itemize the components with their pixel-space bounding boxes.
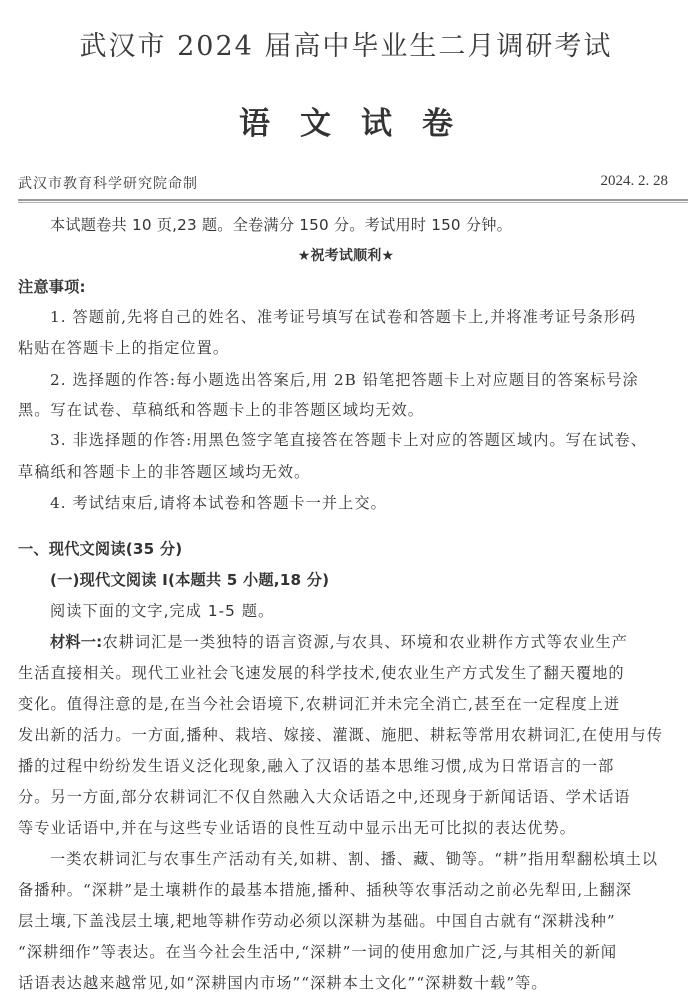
paragraph-line: 生活直接相关。现代工业社会飞速发展的科学技术,使农业生产方式发生了翻天覆地的 bbox=[18, 664, 625, 682]
instruction: 阅读下面的文字,完成 1-5 题。 bbox=[50, 602, 275, 620]
paragraph-line: 材料一:农耕词汇是一类独特的语言资源,与农具、环境和农业耕作方式等农业生产 bbox=[50, 633, 628, 651]
subject-title: 语文试卷 bbox=[239, 106, 483, 142]
header-divider bbox=[18, 199, 688, 203]
paragraph-line: 话语表达越来越常见,如“深耕国内市场”“深耕本土文化”“深耕数十载”等。 bbox=[18, 974, 548, 992]
notice-line: 粘贴在答题卡上的指定位置。 bbox=[18, 339, 230, 357]
exam-date: 2024. 2. 28 bbox=[600, 173, 668, 189]
paragraph-line: 分。另一方面,部分农耕词汇不仅自然融入大众话语之中,还现身于新闻话语、学术话语 bbox=[18, 788, 631, 806]
paragraph-line: 备播种。“深耕”是土壤耕作的最基本措施,播种、插秧等农事活动之前必先犁田,上翻深 bbox=[18, 881, 632, 899]
paragraph-line: 层土壤,下盖浅层土壤,耙地等耕作劳动必须以深耕为基础。中国自古就有“深耕浅种” bbox=[18, 912, 616, 930]
exam-title: 武汉市 2024 届高中毕业生二月调研考试 bbox=[79, 31, 613, 62]
notice-line: 3. 非选择题的作答:用黑色签字笔直接答在答题卡上对应的答题区域内。写在试卷、 bbox=[50, 431, 647, 449]
paragraph-line: “深耕细作”等表达。在当今社会生活中,“深耕”一词的使用愈加广泛,与其相关的新闻 bbox=[18, 943, 618, 961]
notice-line: 草稿纸和答题卡上的非答题区域均无效。 bbox=[18, 463, 311, 481]
notice-line: 1. 答题前,先将自己的姓名、准考证号填写在试卷和答题卡上,并将准考证号条形码 bbox=[50, 308, 637, 326]
notice-line: 黑。写在试卷、草稿纸和答题卡上的非答题区域均无效。 bbox=[18, 401, 424, 419]
exam-info: 本试题卷共 10 页,23 题。全卷满分 150 分。考试用时 150 分钟。 bbox=[50, 216, 512, 234]
paragraph-line: 一类农耕词汇与农事生产活动有关,如耕、割、播、藏、锄等。“耕”指用犁翻松填土以 bbox=[50, 850, 659, 868]
notice-heading: 注意事项: bbox=[18, 278, 86, 296]
notice-line: 4. 考试结束后,请将本试卷和答题卡一并上交。 bbox=[50, 494, 387, 512]
notice-line: 2. 选择题的作答:每小题选出答案后,用 2B 铅笔把答题卡上对应题目的答案标号涂 bbox=[50, 371, 639, 389]
subsection-heading: (一)现代文阅读 I(本题共 5 小题,18 分) bbox=[50, 571, 330, 589]
section-heading: 一、现代文阅读(35 分) bbox=[18, 540, 183, 558]
paragraph-line: 发出新的活力。一方面,播种、栽培、嫁接、灌溉、施肥、耕耘等常用农耕词汇,在使用与传 bbox=[18, 726, 664, 744]
issuer: 武汉市教育科学研究院命制 bbox=[18, 176, 198, 192]
blessing: ★祝考试顺利★ bbox=[297, 248, 395, 264]
paragraph-line: 变化。值得注意的是,在当今社会语境下,农耕词汇并未完全消亡,甚至在一定程度上迸 bbox=[18, 695, 621, 713]
material-label: 材料一: bbox=[50, 633, 103, 651]
paragraph-line: 等专业话语中,并在与这些专业话语的良性互动中显示出无可比拟的表达优势。 bbox=[18, 819, 576, 837]
paragraph-line: 播的过程中纷纷发生语义泛化现象,融入了汉语的基本思维习惯,成为日常语言的一部 bbox=[18, 757, 615, 775]
